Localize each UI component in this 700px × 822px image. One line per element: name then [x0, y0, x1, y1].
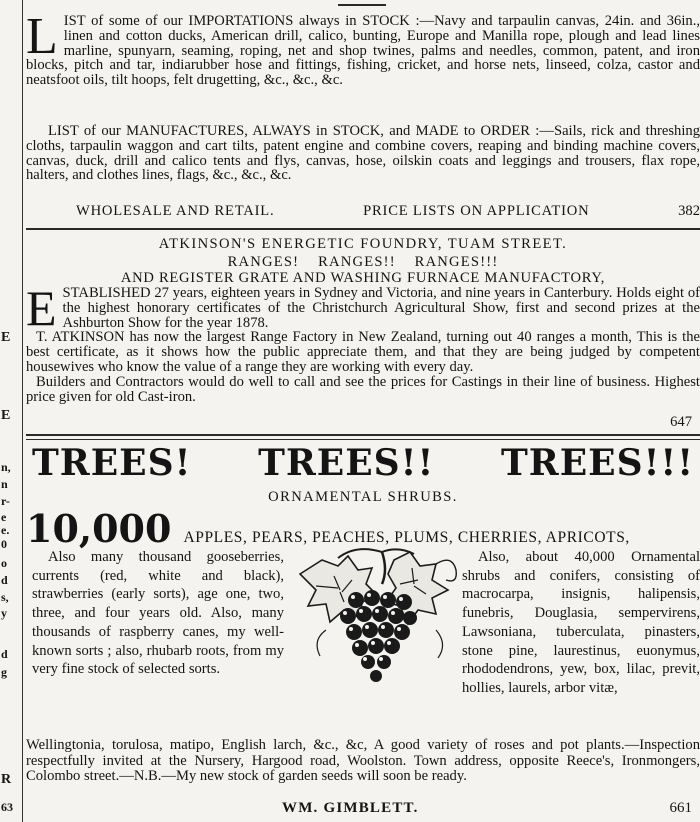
- foundry-ranges: RANGES! RANGES!! RANGES!!!: [227, 254, 499, 270]
- margin-fragment: s,: [1, 590, 9, 604]
- foundry-ad-body: [26, 280, 700, 405]
- foundry-text-3: Builders and Contractors would do well to call and see the prices for Castings in their line of business. Highest price given for old Cast-iron.: [26, 373, 700, 405]
- margin-fragment: 63: [1, 800, 13, 814]
- ad-number: 382: [678, 203, 700, 219]
- wholesale-retail: WHOLESALE AND RETAIL.: [76, 203, 275, 219]
- column-rule: [22, 0, 23, 822]
- margin-fragment: E: [1, 408, 11, 423]
- dropcap-e: E: [26, 280, 57, 336]
- trees-headline: [26, 442, 700, 484]
- ad-number: 661: [669, 800, 692, 816]
- grapes-icon: [286, 540, 462, 702]
- ten-thousand: 10,000: [26, 506, 172, 551]
- margin-fragment: d: [1, 573, 8, 587]
- trees-right-column: Also, about 40,000 Ornamental shrubs and conifers, consisting of macrocarpa, insignis, halipensis, funebris, Douglasia, sempervirens, Lawsoniana, tuberculata, pinasters, stone pine, laurestinus, euonymus, rhododendrons, yew, box, lilac, previt, hollies, laurels, arbor vitæ,: [462, 549, 700, 696]
- margin-fragment: n: [1, 477, 8, 491]
- section-rule: [26, 228, 700, 230]
- importations-ad: [26, 8, 700, 89]
- trees-word-3: TREES!!!: [501, 442, 694, 484]
- margin-fragment: e.: [1, 523, 10, 537]
- fruit-list: APPLES, PEARS, PEACHES, PLUMS, CHERRIES, APRICOTS,: [183, 529, 630, 546]
- margin-fragment: y: [1, 606, 7, 620]
- section-rule: [26, 434, 700, 436]
- signature: WM. GIMBLETT.: [282, 800, 419, 816]
- trees-bottom-text: Wellingtonia, torulosa, matipo, English larch, &c., &c, A good variety of roses and pot plants.—Inspection respectfully invited at the Nursery, Hargood road, Woolston. Town address, opposite Reece's, Ironmongers, Colombo street.—N.B.—My new stock of garden seeds will soon be ready.: [26, 737, 700, 784]
- price-lists: PRICE LISTS ON APPLICATION: [363, 203, 590, 219]
- manufactures-ad: [26, 124, 700, 183]
- manufactures-footer: [26, 203, 700, 220]
- ornamental-shrubs: ORNAMENTAL SHRUBS.: [268, 489, 458, 505]
- margin-fragment: o: [1, 556, 7, 570]
- foundry-text-2: T. ATKINSON has now the largest Range Factory in New Zealand, turning out 40 ranges a month, This is the best certificate, as it shows how the public appreciate them, and that they are being judged by competent housewives who know the value of a range they are working with every day.: [26, 329, 700, 375]
- trees-word-2: TREES!!: [258, 442, 435, 484]
- trees-footer: [26, 800, 700, 817]
- trees-word-1: TREES!: [32, 442, 192, 484]
- left-margin-fragments: [0, 0, 18, 822]
- manufactures-text: LIST of our MANUFACTURES, ALWAYS in STOCK, and MADE to ORDER :—Sails, rick and threshing cloths, tarpaulin waggon and cart tilts, patent engine and combine covers, reaping and binding machine covers, canvas, duck, drill and calico tents and flys, canvas, hose, oilskin coats and leggings and trousers, flax rope, halters, and clothes lines, flags, &c., &c., &c.: [26, 123, 700, 184]
- margin-fragment: n,: [1, 460, 11, 474]
- advertisement-column: [26, 0, 700, 822]
- foundry-number: 647: [670, 414, 692, 430]
- margin-fragment: E: [1, 330, 11, 345]
- top-rule: [338, 4, 386, 6]
- dropcap-l: L: [26, 8, 58, 65]
- margin-fragment: g: [1, 665, 7, 679]
- trees-left-column: Also many thousand gooseberries, currents (red, white and black), strawberries (early sorts), age one, two, three, and four years old. Also, many thousands of raspberry canes, my well-known sorts ; also, rhubarb roots, from my very fine stock of selected sorts.: [32, 549, 284, 678]
- margin-fragment: 0: [1, 537, 7, 551]
- foundry-title: ATKINSON'S ENERGETIC FOUNDRY, TUAM STREET.: [158, 236, 568, 252]
- margin-fragment: R: [1, 772, 12, 787]
- foundry-text-1: STABLISHED 27 years, eighteen years in Sydney and Victoria, and nine years in Canterbury. Holds eight of the highest honorary certificates of the Christchurch Agricultural Show, first and second prizes at the Ashburton Show for the year 1878.: [62, 285, 700, 331]
- importations-text: IST of some of our IMPORTATIONS always in STOCK :—Navy and tarpaulin canvas, 24in. and 36in., linen and cotton ducks, American drill, calico, bunting, Europe and Manilla rope, plough and lead lines marline, spunyarn, seaming, roping, net and shop twines, palms and needles, common, patent, and iron blocks, pitch and tar, indiarubber hose and fittings, fishing, cricket, and horse nets, linseed, colza, castor and neatsfoot oils, tilt hoops, felt drugetting, &c., &c., &c.: [26, 13, 700, 89]
- margin-fragment: r-: [1, 494, 10, 508]
- margin-fragment: d: [1, 647, 8, 661]
- section-rule: [26, 439, 700, 440]
- foundry-register: AND REGISTER GRATE AND WASHING FURNACE MANUFACTORY,: [120, 270, 606, 286]
- margin-fragment: e: [1, 510, 7, 524]
